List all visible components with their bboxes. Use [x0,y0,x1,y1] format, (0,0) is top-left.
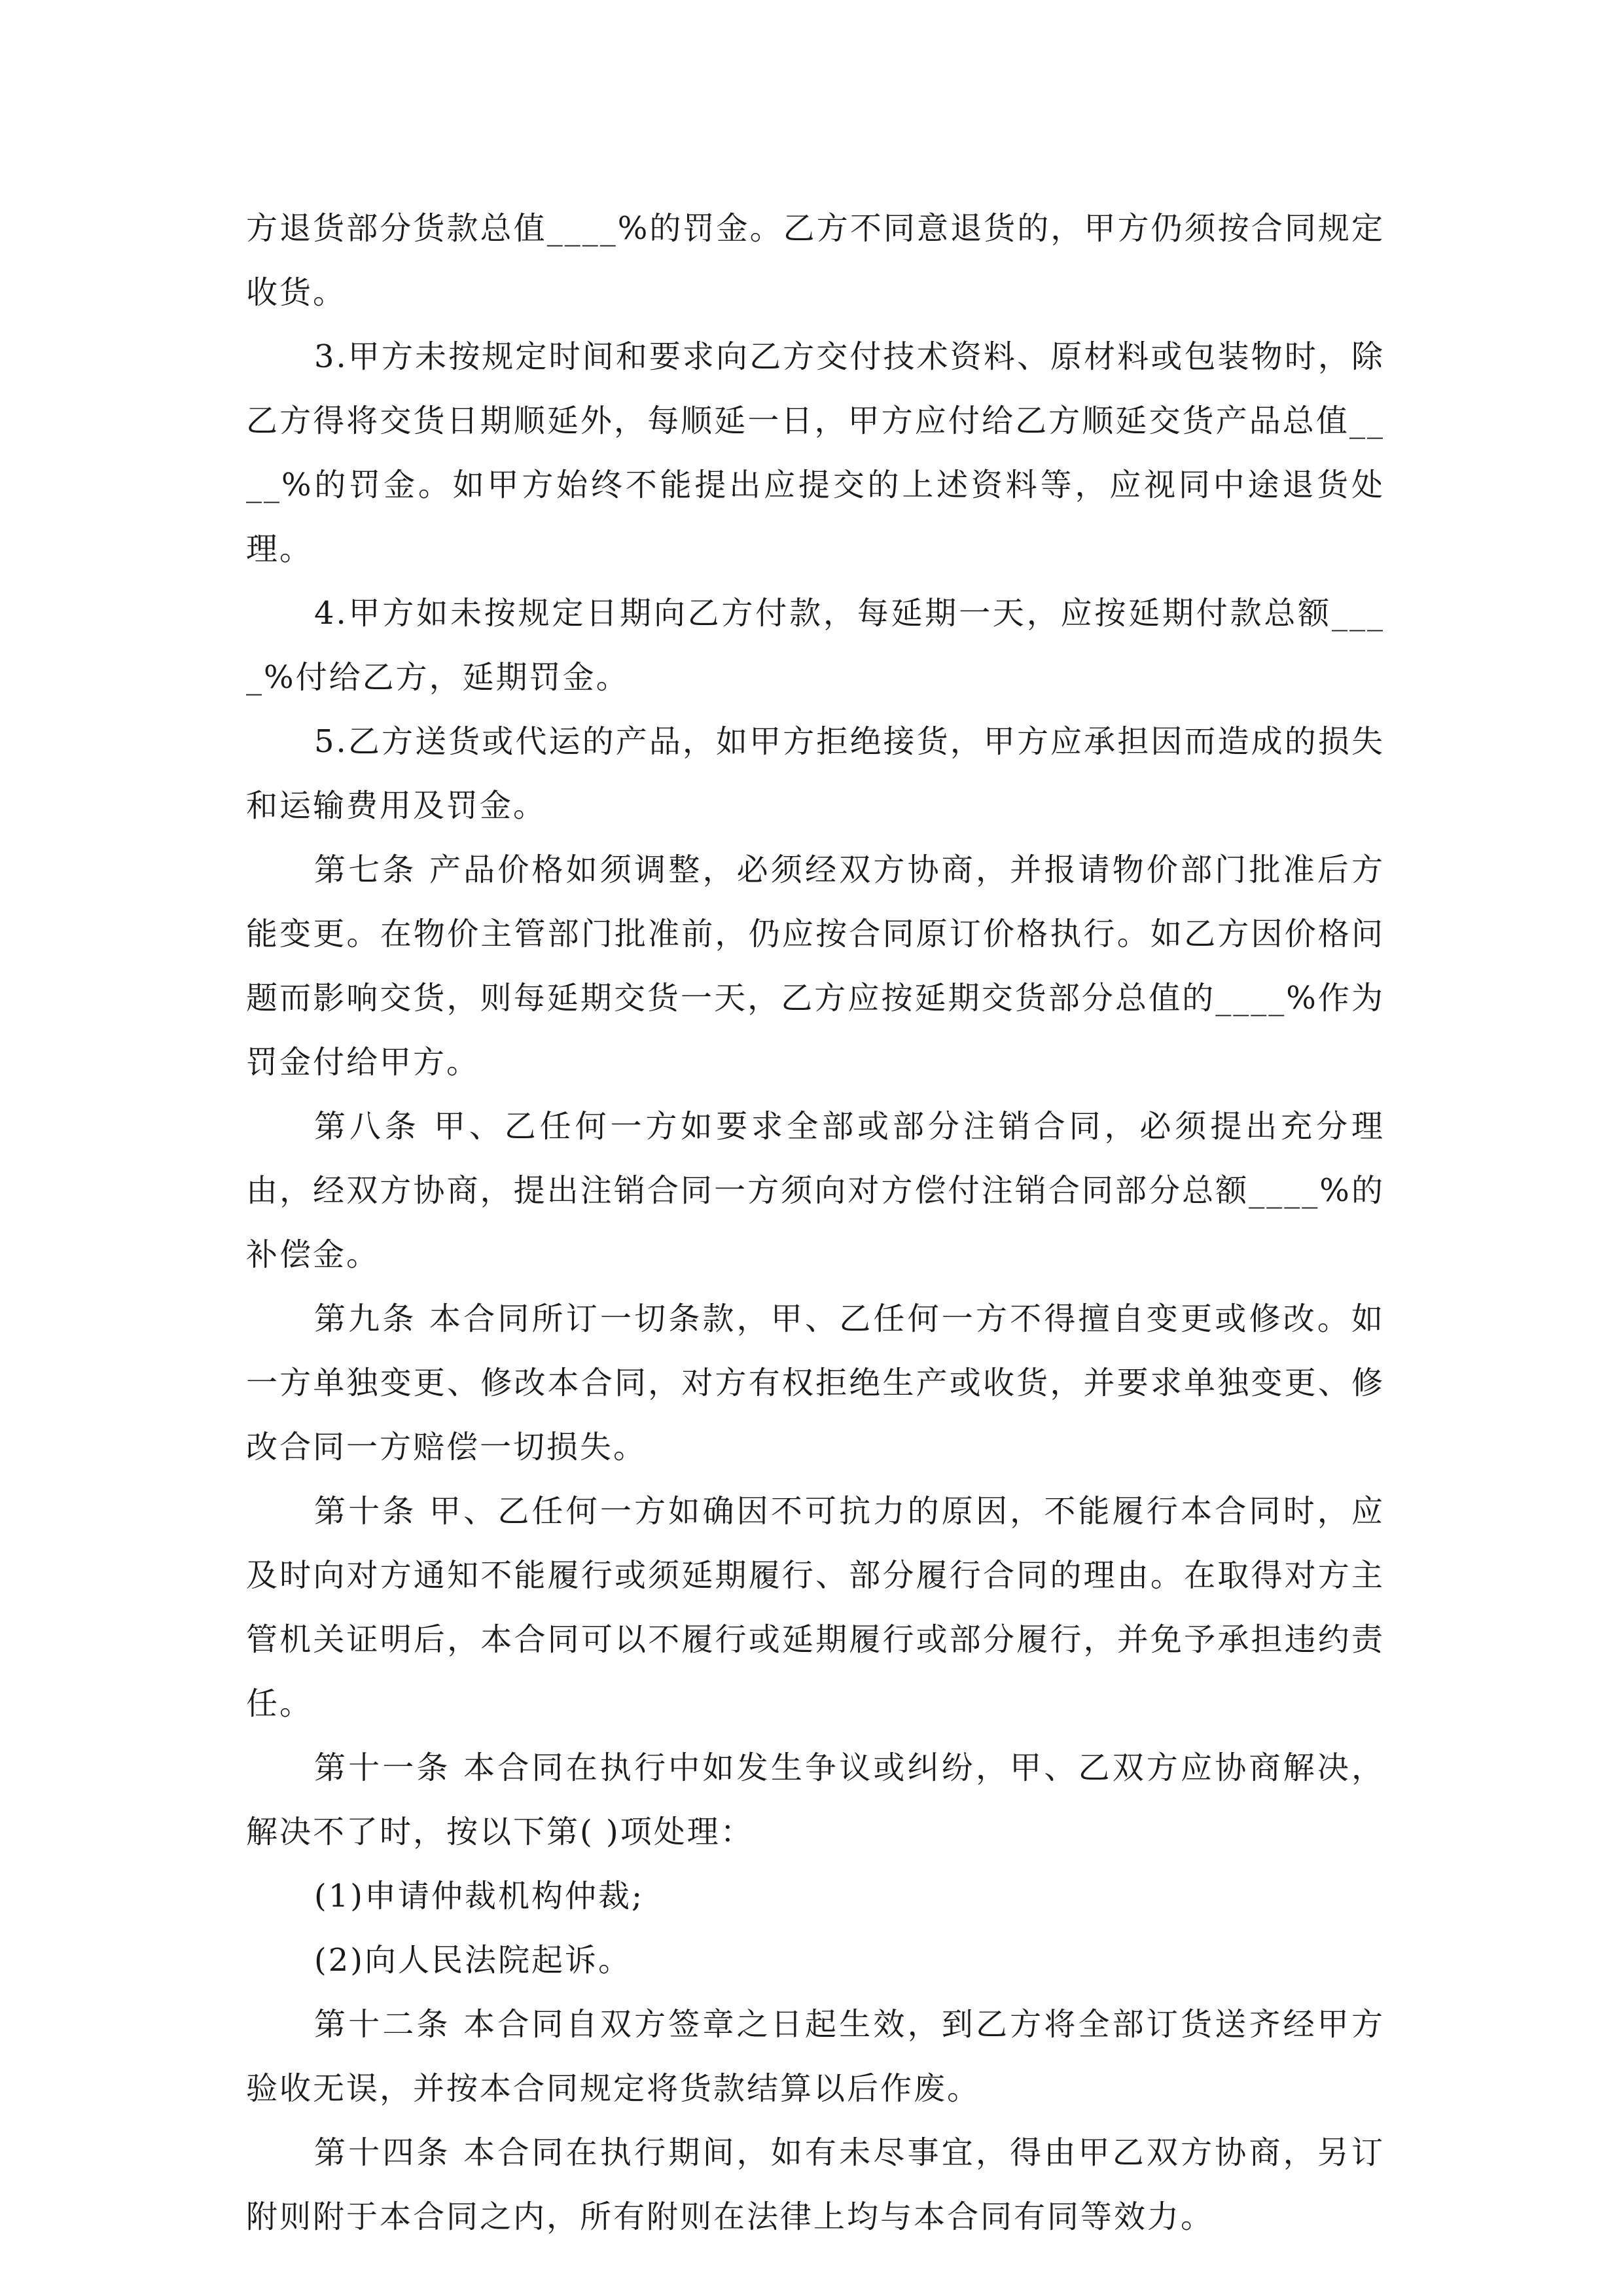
paragraph-item-3: 3.甲方未按规定时间和要求向乙方交付技术资料、原材料或包装物时，除乙方得将交货日期顺延外，每顺延一日，甲方应付给乙方顺延交货产品总值____%的罚金。如甲方始终不能提出应提交的上述资料等，应视同中途退货处理。 [246,338,1385,567]
paragraph-item-5: 5.乙方送货或代运的产品，如甲方拒绝接货，甲方应承担因而造成的损失和运输费用及罚金。 [246,723,1385,824]
paragraph-option-2: (2)向人民法院起诉。 [314,1942,632,1979]
paragraph-item-4: 4.甲方如未按规定日期向乙方付款，每延期一天，应按延期付款总额____%付给乙方，延期罚金。 [246,595,1385,696]
paragraph-article-10: 第十条 甲、乙任何一方如确因不可抗力的原因，不能履行本合同时，应及时向对方通知不能履行或须延期履行、部分履行合同的理由。在取得对方主管机关证明后，本合同可以不履行或延期履行或部分履行，并免予承担违约责任。 [246,1493,1385,1722]
paragraph-article-9: 第九条 本合同所订一切条款，甲、乙任何一方不得擅自变更或修改。如一方单独变更、修改本合同，对方有权拒绝生产或收货，并要求单独变更、修改合同一方赔偿一切损失。 [246,1300,1385,1465]
contract-body [246,196,1385,2249]
paragraph-article-7: 第七条 产品价格如须调整，必须经双方协商，并报请物价部门批准后方能变更。在物价主管部门批准前，仍应按合同原订价格执行。如乙方因价格问题而影响交货，则每延期交货一天，乙方应按延期交货部分总值的____%作为罚金付给甲方。 [246,852,1385,1081]
paragraph-penalty-return: 方退货部分货款总值____%的罚金。乙方不同意退货的，甲方仍须按合同规定收货。 [246,210,1385,311]
paragraph-option-1: (1)申请仲裁机构仲裁; [314,1878,645,1914]
paragraph-article-8: 第八条 甲、乙任何一方如要求全部或部分注销合同，必须提出充分理由，经双方协商，提出注销合同一方须向对方偿付注销合同部分总额____%的补偿金。 [246,1108,1385,1273]
paragraph-article-12: 第十二条 本合同自双方签章之日起生效，到乙方将全部订货送齐经甲方验收无误，并按本合同规定将货款结算以后作废。 [246,2006,1385,2107]
paragraph-article-11: 第十一条 本合同在执行中如发生争议或纠纷，甲、乙双方应协商解决，解决不了时，按以下第( )项处理： [246,1749,1385,1850]
paragraph-article-14: 第十四条 本合同在执行期间，如有未尽事宜，得由甲乙双方协商，另订附则附于本合同之内，所有附则在法律上均与本合同有同等效力。 [246,2134,1385,2235]
